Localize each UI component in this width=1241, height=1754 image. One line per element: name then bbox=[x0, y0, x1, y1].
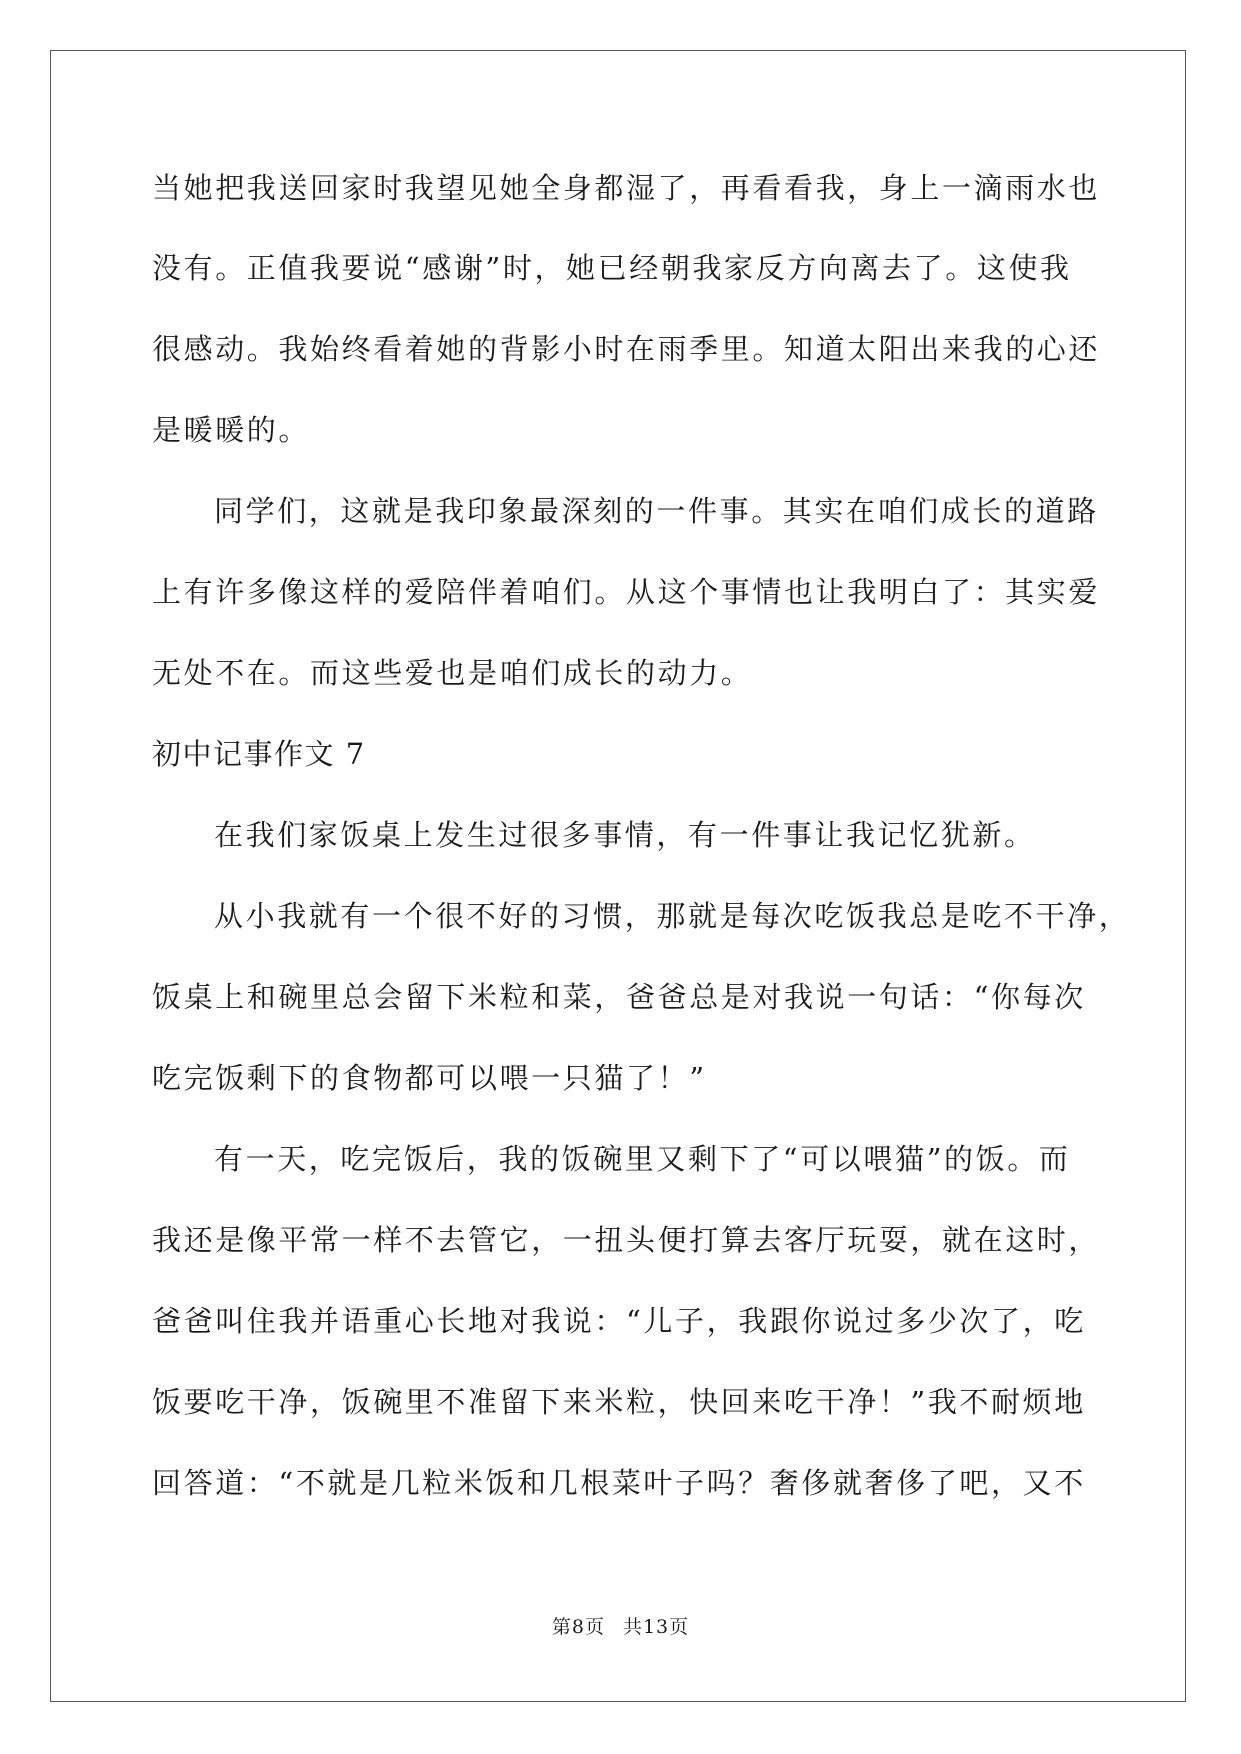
text-line: 吃完饭剩下的食物都可以喂一只猫了！” bbox=[152, 1061, 707, 1095]
text-line: 爸爸叫住我并语重心长地对我说：“儿子，我跟你说过多少次了，吃 bbox=[152, 1304, 1086, 1338]
paragraph-start: 同学们，这就是我印象最深刻的一件事。其实在咱们成长的道路 bbox=[214, 494, 1099, 528]
page-border bbox=[50, 50, 1186, 1702]
text-line: 饭要吃干净，饭碗里不准留下来米粒，快回来吃干净！”我不耐烦地 bbox=[152, 1385, 1086, 1419]
page-total: 共13页 bbox=[622, 1616, 690, 1638]
paragraph-start: 在我们家饭桌上发生过很多事情，有一件事让我记忆犹新。 bbox=[214, 818, 1036, 852]
paragraph-start: 有一天，吃完饭后，我的饭碗里又剩下了“可以喂猫”的饭。而 bbox=[214, 1142, 1071, 1176]
text-line: 回答道：“不就是几粒米饭和几根菜叶子吗？奢侈就奢侈了吧，又不 bbox=[152, 1466, 1086, 1500]
text-line: 是暖暖的。 bbox=[152, 413, 311, 447]
text-line: 很感动。我始终看着她的背影小时在雨季里。知道太阳出来我的心还 bbox=[152, 332, 1101, 366]
paragraph-start: 从小我就有一个很不好的习惯，那就是每次吃饭我总是吃不干净， bbox=[214, 899, 1131, 933]
section-heading: 初中记事作文 7 bbox=[152, 737, 366, 771]
text-line: 无处不在。而这些爱也是咱们成长的动力。 bbox=[152, 656, 753, 690]
text-line: 当她把我送回家时我望见她全身都湿了，再看看我，身上一滴雨水也 bbox=[152, 171, 1101, 205]
page-number: 第8页 bbox=[551, 1616, 605, 1638]
text-line: 上有许多像这样的爱陪伴着咱们。从这个事情也让我明白了：其实爱 bbox=[152, 575, 1101, 609]
text-line: 没有。正值我要说“感谢”时，她已经朝我家反方向离去了。这使我 bbox=[152, 251, 1072, 285]
page-footer bbox=[0, 1612, 1241, 1639]
text-line: 我还是像平常一样不去管它，一扭头便打算去客厅玩耍，就在这时， bbox=[152, 1223, 1101, 1257]
text-line: 饭桌上和碗里总会留下米粒和菜，爸爸总是对我说一句话：“你每次 bbox=[152, 980, 1086, 1014]
